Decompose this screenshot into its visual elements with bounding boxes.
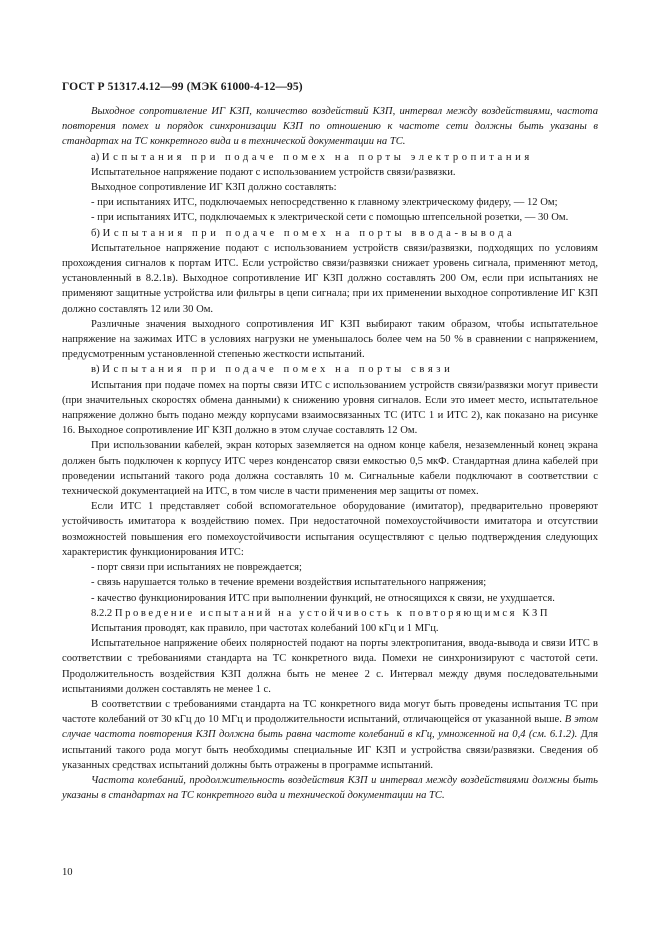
spaced-heading: Испытания при подаче помех на порты ввода-вывода (102, 227, 516, 239)
paragraph-intro: Выходное сопротивление ИГ КЗП, количество воздействий КЗП, интервал между воздействиями, частота повторения помех и порядок синхронизации КЗП по отношению к частоте сети должны быть указаны в стандартах на ТС конкретного вида и в технической документации на ТС. (62, 106, 598, 148)
list-item: - качество функционирования ИТС при выполнении функций, не относящихся к связи, не ухудшается. (91, 592, 555, 604)
paragraph: При использовании кабелей, экран которых заземляется на одном конце кабеля, незаземленный конец экрана должен быть подключен к корпусу ИТС через конденсатор связи емкостью 0,5 мкФ. Стандартная длина кабелей при проведении испытаний такого рода должна составлять 10 м. Сигнальные кабели подключают в соответствии с технической документацией на ИТС, в том числе в части применения мер защиты от помех. (62, 440, 598, 498)
paragraph: Выходное сопротивление ИГ КЗП должно составлять: (91, 182, 337, 194)
document-body (62, 104, 598, 803)
list-marker: а) (91, 151, 102, 163)
spaced-heading: Испытания при подаче помех на порты электропитания (101, 151, 533, 163)
paragraph: Испытания проводят, как правило, при частотах колебаний 100 кГц и 1 МГц. (91, 622, 439, 634)
paragraph: Различные значения выходного сопротивления ИГ КЗП выбирают таким образом, чтобы испытательное напряжение на зажимах ИТС в условиях нагрузки не уменьшалось более чем на 50 % в сравнении с напряжением, предусмотренным установленной степенью жесткости испытаний. (62, 318, 598, 361)
paragraph: Испытательное напряжение подают с использованием устройств связи/развязки, подходящих по условиям прохождения сигналов к портам ИТС. Если устройство связи/развязки снижает уровень сигнала, применяют метод, установленный в 8.2.1в). Выходное сопротивление ИГ КЗП должно составлять 200 Ом, если при испытаниях не применяют защитные устройства или фильтры в цепи сигнала; при их применении выходное сопротивление ИГ КЗП должно составлять 12 или 30 Ом. (62, 242, 598, 315)
list-marker: б) (91, 227, 103, 239)
list-item: - порт связи при испытаниях не повреждается; (91, 562, 302, 574)
section-heading-8-2-2 (62, 606, 598, 621)
paragraph-closing: Частота колебаний, продолжительность воздействия КЗП и интервал между воздействиями должны быть указаны в стандартах на ТС конкретного вида и технической документации на ТС. (62, 774, 598, 802)
list-item: - связь нарушается только в течение времени воздействия испытательного напряжения; (91, 577, 487, 589)
list-item: - при испытаниях ИТС, подключаемых к электрической сети с помощью штепсельной розетки, — 30 Ом. (91, 212, 569, 224)
list-item: - при испытаниях ИТС, подключаемых непосредственно к главному электрическому фидеру, — 12 Ом; (91, 197, 558, 209)
page-header-title: ГОСТ Р 51317.4.12—99 (МЭК 61000-4-12—95) (62, 81, 303, 93)
section-number: 8.2.2 (91, 607, 115, 619)
paragraph: Испытания при подаче помех на порты связи ИТС с использованием устройств связи/развязки могут привести (при значительных скоростях обмена данными) к снижению уровня сигналов. Если это имеет место, испытательное напряжение должно быть подано между корпусами взаимосвязанных ТС (ИТС 1 и ИТС 2), как показано на рисунке 16. Выходное сопротивление ИГ КЗП должно в этом случае составлять 12 Ом. (62, 379, 598, 437)
list-marker: в) (91, 364, 103, 376)
text-run: В соответствии с требованиями стандарта на ТС конкретного вида могут быть проведены испытания ТС при частоте колебаний от 30 кГц до 10 МГц и продолжительности испытаний, отличающейся от указанной выше. (62, 698, 598, 726)
paragraph: Испытательное напряжение подают с использованием устройств связи/развязки. (91, 166, 456, 178)
paragraph-mixed (62, 697, 598, 773)
spaced-heading: Проведение испытаний на устойчивость к повторяющимся КЗП (114, 607, 551, 619)
page-number: 10 (62, 867, 73, 878)
section-heading-power-ports (62, 150, 598, 165)
section-heading-comm-ports (62, 362, 598, 377)
spaced-heading: Испытания при подаче помех на порты связи (102, 364, 454, 376)
paragraph: Испытательное напряжение обеих полярностей подают на порты электропитания, ввода-вывода и связи ИТС в соответствии с требованиями стандарта на ТС конкретного вида. Помехи не синхронизируют с частотой сети. Продолжительность воздействия КЗП должна быть не менее 2 с. Интервал между двумя последовательными испытаниями должен составлять не менее 1 с. (62, 638, 598, 695)
paragraph: Если ИТС 1 представляет собой вспомогательное оборудование (имитатор), предварительно проверяют устойчивость имитатора к воздействию помех. При недостаточной помехоустойчивости имитатора и отсутствии возможностей повышения его помехоустойчивости испытания осуществляют с целью подтверждения следующих характеристик функционирования ИТС: (62, 501, 598, 558)
section-heading-io-ports (62, 226, 598, 241)
text-run: Для испытаний такого рода могут быть необходимы специальные ИГ КЗП и устройства связи/развязки. Сведения об указанных средствах испытаний должны быть отражены в программе испытаний. (62, 729, 598, 771)
italic-run: В этом случае частота повторения КЗП должна быть равна частоте колебаний в кГц, умноженной на 0,4 (см. 6.1.2). (62, 714, 598, 741)
